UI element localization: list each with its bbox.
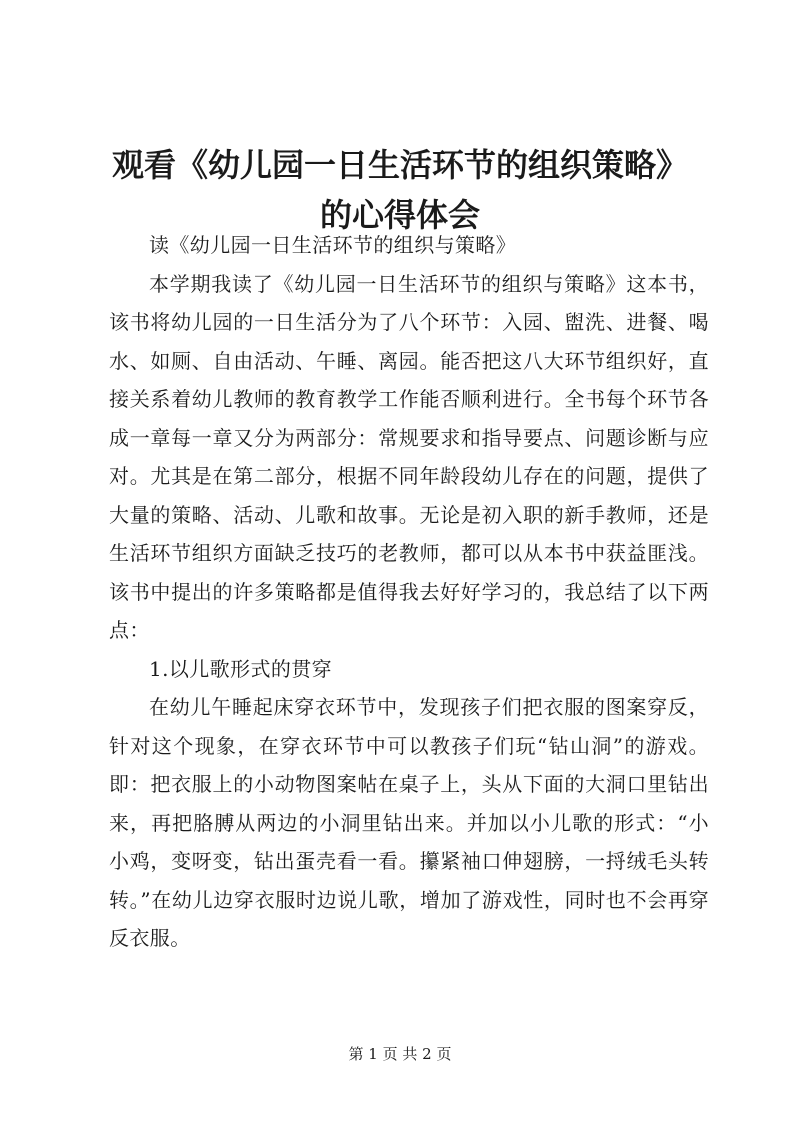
section-heading: 1.以儿歌形式的贯穿: [149, 656, 333, 681]
document-title: 观看《幼儿园一日生活环节的组织策略》的心得体会: [111, 146, 688, 234]
page-footer: 第 1 页 共 2 页: [348, 1045, 452, 1063]
document-body: [109, 226, 709, 958]
body-paragraph: 在幼儿午睡起床穿衣环节中，发现孩子们把衣服的图案穿反，针对这个现象，在穿衣环节中可以教孩子们玩“钻山洞”的游戏。即：把衣服上的小动物图案帖在桌子上，头从下面的大洞口里钻出来，再把胳膊从两边的小洞里钻出来。并加以小儿歌的形式：“小小鸡，变呀变，钻出蛋壳看一看。攥紧袖口伸翅膀，一捋绒毛头转转。”在幼儿边穿衣服时边说儿歌，增加了游戏性，同时也不会再穿反衣服。: [109, 695, 709, 950]
subtitle-paragraph: 读《幼儿园一日生活环节的组织与策略》: [149, 233, 517, 257]
body-paragraph: 本学期我读了《幼儿园一日生活环节的组织与策略》这本书，该书将幼儿园的一日生活分为了八个环节：入园、盥洗、进餐、喝水、如厕、自由活动、午睡、离园。能否把这八大环节组织好，直接关系着幼儿教师的教育教学工作能否顺利进行。全书每个环节各成一章每一章又分为两部分：常规要求和指导要点、问题诊断与应对。尤其是在第二部分，根据不同年龄段幼儿存在的问题，提供了大量的策略、活动、儿歌和故事。无论是初入职的新手教师，还是生活环节组织方面缺乏技巧的老教师，都可以从本书中获益匪浅。该书中提出的许多策略都是值得我去好好学习的，我总结了以下两点：: [109, 271, 709, 642]
